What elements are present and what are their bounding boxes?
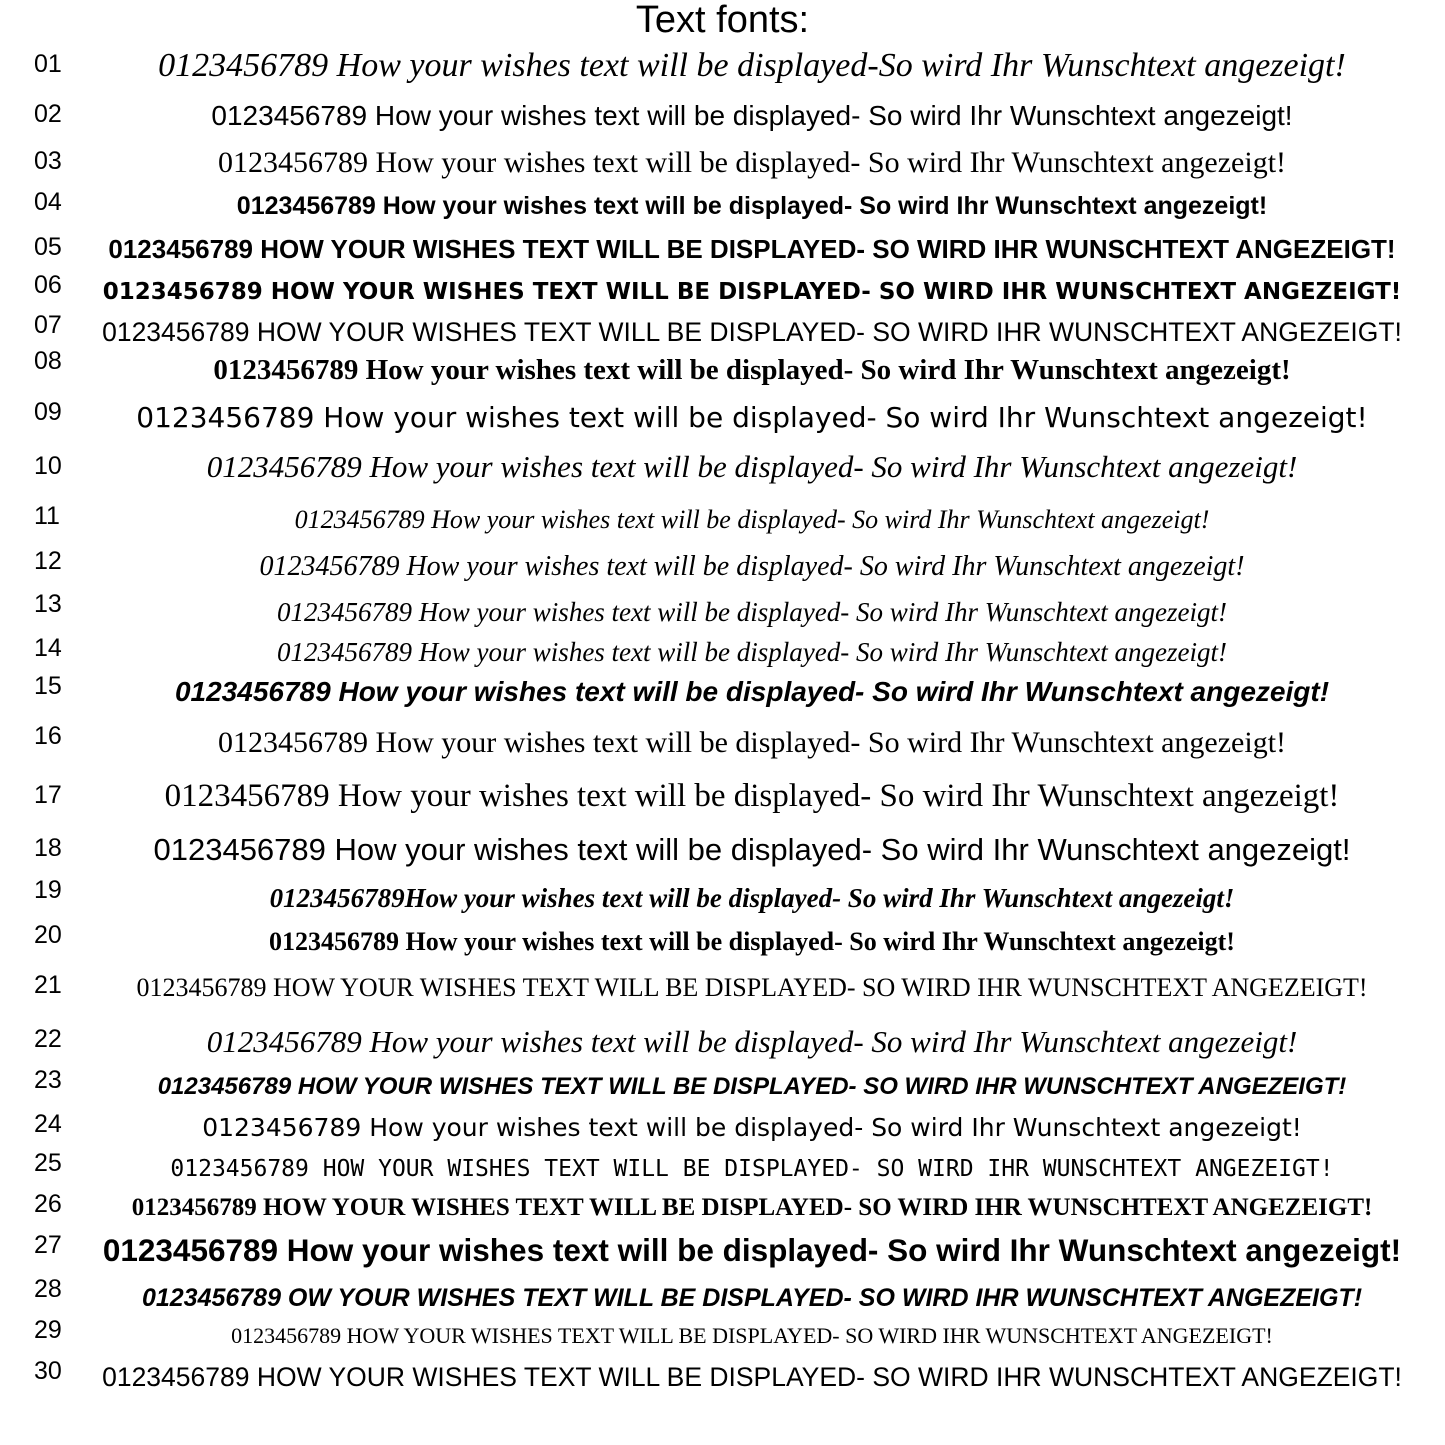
font-number: 10	[34, 452, 62, 480]
font-row-09	[0, 398, 1445, 442]
font-sample-text: 0123456789 How your wishes text will be displayed- So wird Ihr Wunschtext angezeigt!	[217, 146, 1287, 179]
font-row-02	[0, 96, 1445, 140]
font-number: 23	[34, 1066, 62, 1094]
font-sample-text: 0123456789 How your wishes text will be displayed- So wird Ihr Wunschtext angezeigt!	[102, 1232, 1402, 1268]
font-sample-text: 0123456789 HOW YOUR WISHES TEXT WILL BE DISPLAYED- SO WIRD IHR WUNSCHTEXT ANGEZEIGT!	[102, 279, 1402, 305]
font-number: 24	[34, 1110, 62, 1138]
font-row-16	[0, 723, 1445, 767]
font-number: 22	[34, 1025, 62, 1053]
font-sample-text: 0123456789 HOW YOUR WISHES TEXT WILL BE DISPLAYED- SO WIRD IHR WUNSCHTEXT ANGEZEIGT!	[170, 1156, 1334, 1182]
font-number: 19	[34, 876, 62, 904]
font-number: 26	[34, 1190, 62, 1218]
font-sample-text: 0123456789 HOW YOUR WISHES TEXT WILL BE DISPLAYED- SO WIRD IHR WUNSCHTEXT ANGEZEIGT!	[157, 1073, 1347, 1100]
font-sample-text: 0123456789 How your wishes text will be displayed- So wird Ihr Wunschtext angezeigt!	[206, 1024, 1298, 1059]
font-row-13	[0, 592, 1445, 636]
font-row-12	[0, 547, 1445, 591]
font-row-03	[0, 143, 1445, 187]
font-row-06	[0, 272, 1445, 316]
font-number: 07	[34, 311, 62, 339]
font-sample-text: 0123456789 How your wishes text will be displayed- So wird Ihr Wunschtext angezeigt!	[174, 676, 1330, 707]
font-sample-text: 0123456789 How your wishes text will be displayed- So wird Ihr Wunschtext angezeigt!	[153, 832, 1351, 867]
font-number: 14	[34, 634, 62, 662]
font-row-19	[0, 878, 1445, 922]
font-row-15	[0, 672, 1445, 716]
font-number: 30	[34, 1357, 62, 1385]
font-row-18	[0, 830, 1445, 874]
font-sample-text: 0123456789 OW YOUR WISHES TEXT WILL BE DISPLAYED- SO WIRD IHR WUNSCHTEXT ANGEZEIGT!	[141, 1284, 1363, 1312]
font-number: 03	[34, 147, 62, 175]
font-number: 28	[34, 1275, 62, 1303]
font-row-01	[0, 46, 1445, 90]
font-number: 27	[34, 1231, 62, 1259]
font-sample-text: 0123456789 HOW YOUR WISHES TEXT WILL BE DISPLAYED- SO WIRD IHR WUNSCHTEXT ANGEZEIGT!	[102, 317, 1402, 347]
font-row-20	[0, 922, 1445, 966]
font-sample-text: 0123456789 How your wishes text will be displayed- So wird Ihr Wunschtext angezeigt!	[259, 551, 1245, 582]
font-number: 20	[34, 921, 62, 949]
font-sample-text: 0123456789 How your wishes text will be displayed- So wird Ihr Wunschtext angezeigt!	[217, 726, 1287, 759]
font-row-25	[0, 1149, 1445, 1193]
font-row-22	[0, 1022, 1445, 1066]
font-number: 18	[34, 834, 62, 862]
font-number: 21	[34, 971, 62, 999]
font-row-23	[0, 1067, 1445, 1111]
font-number: 08	[34, 347, 62, 375]
font-row-30	[0, 1357, 1445, 1401]
font-number: 02	[34, 100, 62, 128]
font-row-27	[0, 1230, 1445, 1274]
font-sample-text: 0123456789 HOW YOUR WISHES TEXT WILL BE DISPLAYED- SO WIRD IHR WUNSCHTEXT ANGEZEIGT!	[231, 1323, 1273, 1348]
font-number: 25	[34, 1149, 62, 1177]
font-sample-text: 0123456789 How your wishes text will be displayed- So wird Ihr Wunschtext angezeigt!	[202, 1113, 1302, 1142]
font-sample-text: 0123456789 HOW YOUR WISHES TEXT WILL BE DISPLAYED- SO WIRD IHR WUNSCHTEXT ANGEZEIGT!	[136, 973, 1368, 1002]
font-row-08	[0, 347, 1445, 394]
font-number: 12	[34, 547, 62, 575]
font-sample-text: 0123456789 How your wishes text will be displayed- So wird Ihr Wunschtext angezeigt!	[206, 449, 1298, 484]
font-sample-text: 0123456789 HOW YOUR WISHES TEXT WILL BE DISPLAYED- SO WIRD IHR WUNSCHTEXT ANGEZEIGT!	[102, 1362, 1402, 1392]
font-number: 06	[34, 271, 62, 299]
font-sample-text: 0123456789 How your wishes text will be displayed-So wird Ihr Wunschtext angezeigt!	[158, 47, 1346, 84]
font-sample-text: 0123456789 How your wishes text will be displayed- So wird Ihr Wunschtext angezeigt!	[213, 354, 1291, 386]
page-title: Text fonts:	[635, 0, 810, 41]
font-row-05	[0, 229, 1445, 273]
font-number: 09	[34, 398, 62, 426]
font-row-21	[0, 968, 1445, 1012]
font-row-04	[0, 186, 1445, 230]
font-sample-text: 0123456789 HOW YOUR WISHES TEXT WILL BE DISPLAYED- SO WIRD IHR WUNSCHTEXT ANGEZEIGT!	[108, 234, 1396, 264]
font-row-17	[0, 776, 1445, 820]
font-sample-text: 0123456789 How your wishes text will be displayed- So wird Ihr Wunschtext angezeigt!	[211, 100, 1293, 131]
font-row-29	[0, 1316, 1445, 1360]
font-number: 01	[34, 50, 62, 78]
font-row-14	[0, 632, 1445, 676]
font-row-10	[0, 447, 1445, 491]
font-number: 16	[34, 722, 62, 750]
font-sample-text: 0123456789 HOW YOUR WISHES TEXT WILL BE DISPLAYED- SO WIRD IHR WUNSCHTEXT ANGEZEIGT!	[131, 1194, 1373, 1221]
font-number: 15	[34, 672, 62, 700]
font-sample-text: 0123456789 How your wishes text will be displayed- So wird Ihr Wunschtext angezeigt!	[164, 778, 1340, 814]
font-sample-text: 0123456789 How your wishes text will be displayed- So wird Ihr Wunschtext angezeigt!	[277, 637, 1227, 667]
font-row-11	[0, 500, 1445, 544]
font-number: 17	[34, 781, 62, 809]
font-sample-text: 0123456789 How your wishes text will be displayed- So wird Ihr Wunschtext angezeigt!	[277, 597, 1227, 627]
font-number: 05	[34, 233, 62, 261]
font-number: 04	[34, 188, 62, 216]
font-sample-text: 0123456789 How your wishes text will be displayed- So wird Ihr Wunschtext angezeigt!	[294, 505, 1210, 534]
font-number: 11	[34, 502, 60, 530]
font-sample-text: 0123456789 How your wishes text will be displayed- So wird Ihr Wunschtext angezeigt!	[269, 927, 1235, 956]
font-row-24	[0, 1108, 1445, 1152]
font-row-26	[0, 1188, 1445, 1232]
font-sample-text: 0123456789 How your wishes text will be displayed- So wird Ihr Wunschtext angezeigt!	[236, 192, 1268, 220]
font-sample-text: 0123456789How your wishes text will be displayed- So wird Ihr Wunschtext angezeigt!	[269, 883, 1235, 913]
font-number: 13	[34, 590, 62, 618]
font-number: 29	[34, 1316, 62, 1344]
font-sample-text: 0123456789 How your wishes text will be displayed- So wird Ihr Wunschtext angezeigt!	[136, 401, 1368, 434]
